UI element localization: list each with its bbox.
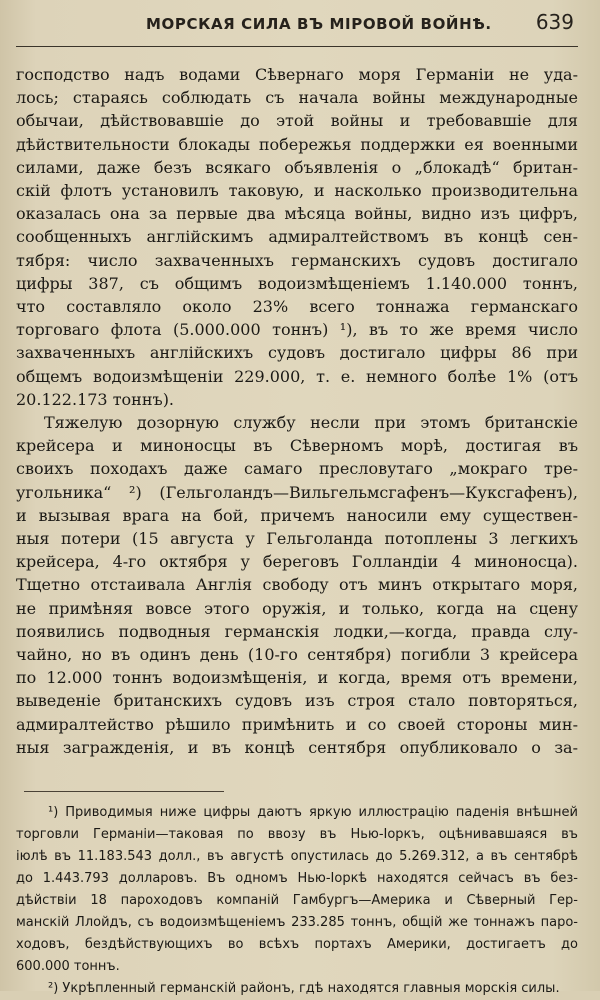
text-line: тября: число захваченныхъ германскихъ судовъ достигало [16,250,578,270]
text-line: не примѣняя вовсе этого оружія, и только, когда на сцену [16,598,578,618]
text-line: Тщетно отстаивала Англія свободу отъ минъ открытаго моря, [16,575,578,595]
text-line: обычаи, дѣйствовавшіе до этой войны и требовавшіе для [16,111,578,131]
text-line: общемъ водоизмѣщеніи 229.000, т. е. немного болѣе 1% (отъ [16,366,578,386]
text-line: что составляло около 23% всего тоннажа германскаго [16,297,578,317]
text-line: дѣйствительности блокады побережья поддержки ея военными [16,134,578,154]
text-line: господство надъ водами Сѣвернаго моря Германіи не уда- [16,65,578,84]
text-line: торговаго флота (5.000.000 тоннъ) ¹), въ то же время число [16,320,578,340]
text-line: ныя загражденія, и въ концѣ сентября опубликовало о за- [16,737,578,757]
text-line: скій флотъ установилъ таковую, и насколько производительна [16,181,578,201]
text-line: Тяжелую дозорную службу несли при этомъ британскіе [44,413,578,433]
page-number: 639 [535,10,574,34]
footnote-1 [16,802,578,978]
footnote-divider [24,791,224,792]
text-line: сообщенныхъ англійскимъ адмиралтействомъ въ концѣ сен- [16,227,578,247]
footnotes [16,802,578,1000]
footnote-line: іюлѣ въ 11.183.543 долл., въ августѣ опустилась до 5.269.312, а въ сентябрѣ [16,849,578,865]
text-line: чайно, но въ одинъ день (10-го сентября) погибли 3 крейсера [16,645,578,665]
text-line: цифры 387, съ общимъ водоизмѣщеніемъ 1.140.000 тоннъ, [16,273,578,293]
text-line: захваченныхъ англійскихъ судовъ достигало цифры 86 при [16,343,578,363]
body-text [16,63,578,759]
text-line: угольника“ ²) (Гельголандъ—Вильгельмсгафенъ—Куксгафенъ), [16,482,578,502]
text-line: крейсера и миноносцы въ Сѣверномъ морѣ, достигая въ [16,436,578,456]
footnote-line: дѣйствіи 18 пароходовъ компаній Гамбургъ—Америка и Сѣверный Гер- [16,893,578,909]
text-line: крейсера, 4-го октября у береговъ Голландіи 4 миноносца). [16,552,578,572]
running-head: МОРСКАЯ СИЛА ВЪ МІРОВОЙ ВОЙНѢ. [146,15,492,33]
paragraph-1 [16,63,578,411]
text-line: адмиралтейство рѣшило примѣнить и со своей стороны мин- [16,714,578,734]
page-header [16,0,578,47]
footnote-line: ²) Укрѣпленный германскій районъ, гдѣ находятся главныя морскія силы. [48,981,560,997]
footnote-line: до 1.443.793 долларовъ. Въ одномъ Нью-Іоркѣ находятся сейчасъ въ без- [16,871,578,887]
text-line: по 12.000 тоннъ водоизмѣщенія, и когда, время отъ времени, [16,668,578,688]
text-line: силами, даже безъ всякаго объявленія о „блокадѣ“ британ- [16,157,578,177]
text-line: и вызывая врага на бой, причемъ наносили ему существен- [16,505,578,525]
text-line: своихъ походахъ даже самаго пресловутаго „мокраго тре- [16,459,578,479]
text-line: выведеніе британскихъ судовъ изъ строя стало повторяться, [16,691,578,711]
footnote-line: манскій Ллойдъ, съ водоизмѣщеніемъ 233.285 тоннъ, общій же тоннажъ паро- [16,915,578,931]
footnote-2 [16,978,578,1000]
paragraph-2 [16,411,578,759]
footnote-line: ходовъ, бездѣйствующихъ во всѣхъ портахъ Америки, достигаетъ до [16,937,578,953]
text-line: 20.122.173 тоннъ). [16,389,175,409]
footnote-line: торговли Германіи—таковая по ввозу въ Нью-Іоркъ, оцѣнивавшаяся въ [16,827,578,843]
text-line: лось; стараясь соблюдать съ начала войны международные [16,88,578,108]
text-line: оказалась она за первые два мѣсяца войны, видно изъ цифръ, [16,204,578,224]
footnote-line: ¹) Приводимыя ниже цифры даютъ яркую иллюстрацію паденія внѣшней [48,805,578,821]
footnote-line: 600.000 тоннъ. [16,959,120,975]
text-line: ныя потери (15 августа у Гельголанда потоплены 3 легкихъ [16,529,578,549]
text-line: появились подводныя германскія лодки,—когда, правда слу- [16,621,578,641]
